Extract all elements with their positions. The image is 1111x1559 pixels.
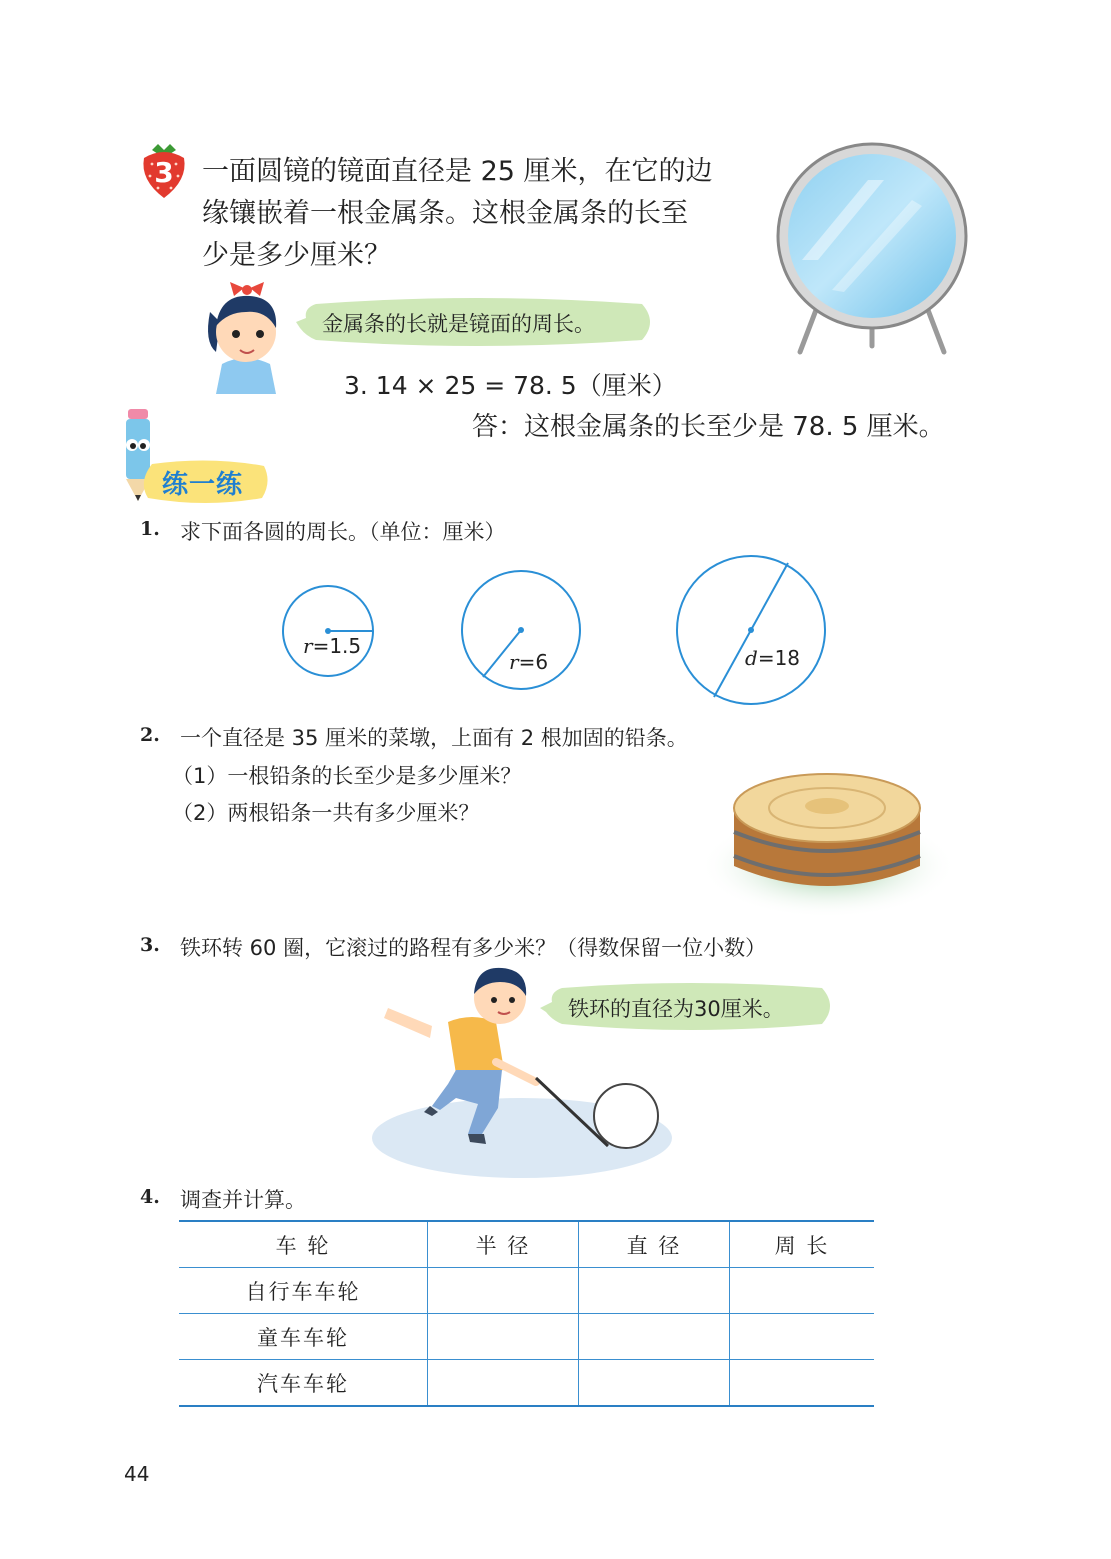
diameter-cell[interactable]	[579, 1360, 730, 1407]
example-number: 3	[154, 156, 174, 189]
q2-sub-2: （2）两根铅条一共有多少厘米？	[172, 801, 480, 825]
circle-2-value: =6	[518, 650, 549, 674]
example-line-1: 一面圆镜的镜面直径是 25 厘米，在它的边	[202, 156, 713, 187]
q4-text: 调查并计算。	[180, 1188, 306, 1212]
q3-number: 3.	[140, 934, 160, 956]
circle-3-var: d	[745, 646, 758, 670]
diameter-cell[interactable]	[579, 1268, 730, 1314]
circumference-cell[interactable]	[730, 1268, 875, 1314]
hint-bubble-text: 金属条的长就是镜面的周长。	[322, 312, 595, 336]
strawberry-badge	[138, 142, 190, 200]
q4-number: 4.	[140, 1186, 160, 1208]
circle-2-label	[509, 650, 548, 674]
q1-text: 求下面各圆的周长。（单位：厘米）	[180, 520, 506, 544]
example-line-2: 缘镶嵌着一根金属条。这根金属条的长至	[202, 198, 688, 229]
round-mirror-illustration	[772, 140, 972, 360]
circle-3-value: =18	[757, 646, 801, 670]
circle-figures	[270, 550, 840, 710]
circle-1-label	[303, 634, 361, 658]
radius-cell[interactable]	[428, 1314, 579, 1360]
answer: 答：这根金属条的长至少是 78. 5 厘米。	[472, 412, 945, 442]
girl-avatar	[200, 282, 290, 394]
circle-2-var: r	[509, 650, 519, 674]
circle-1-var: r	[303, 634, 313, 658]
radius-cell[interactable]	[428, 1268, 579, 1314]
practice-title-badge	[140, 458, 270, 504]
table-row	[179, 1314, 874, 1360]
hoop-hint-bubble	[540, 982, 836, 1032]
table-row	[179, 1360, 874, 1407]
circumference-cell[interactable]	[730, 1360, 875, 1407]
hoop-hint-text: 铁环的直径为30厘米。	[568, 997, 784, 1021]
q2-text: 一个直径是 35 厘米的菜墩，上面有 2 根加固的铅条。	[180, 726, 688, 750]
header-circumference: 周 长	[730, 1221, 875, 1268]
header-wheel: 车 轮	[179, 1221, 428, 1268]
header-diameter: 直 径	[579, 1221, 730, 1268]
example-line-3: 少是多少厘米？	[202, 240, 391, 271]
table-row	[179, 1268, 874, 1314]
practice-title: 练一练	[162, 470, 244, 500]
q2-number: 2.	[140, 724, 160, 746]
circle-3-label	[745, 646, 800, 670]
q1-number: 1.	[140, 518, 160, 540]
q2-sub-1: （1）一根铅条的长至少是多少厘米？	[172, 764, 522, 788]
diameter-cell[interactable]	[579, 1314, 730, 1360]
header-radius: 半 径	[428, 1221, 579, 1268]
formula: 3. 14 × 25 = 78. 5（厘米）	[344, 371, 677, 400]
radius-cell[interactable]	[428, 1360, 579, 1407]
chopping-block-illustration	[700, 770, 956, 920]
survey-table	[179, 1220, 874, 1407]
circle-1-value: =1.5	[312, 634, 362, 658]
table-header-row	[179, 1221, 874, 1268]
circumference-cell[interactable]	[730, 1314, 875, 1360]
row-label: 汽车车轮	[179, 1360, 428, 1407]
row-label: 自行车车轮	[179, 1268, 428, 1314]
q3-text: 铁环转 60 圈，它滚过的路程有多少米？（得数保留一位小数）	[180, 936, 767, 960]
hint-bubble	[296, 296, 658, 348]
row-label: 童车车轮	[179, 1314, 428, 1360]
page-number: 44	[124, 1462, 150, 1486]
